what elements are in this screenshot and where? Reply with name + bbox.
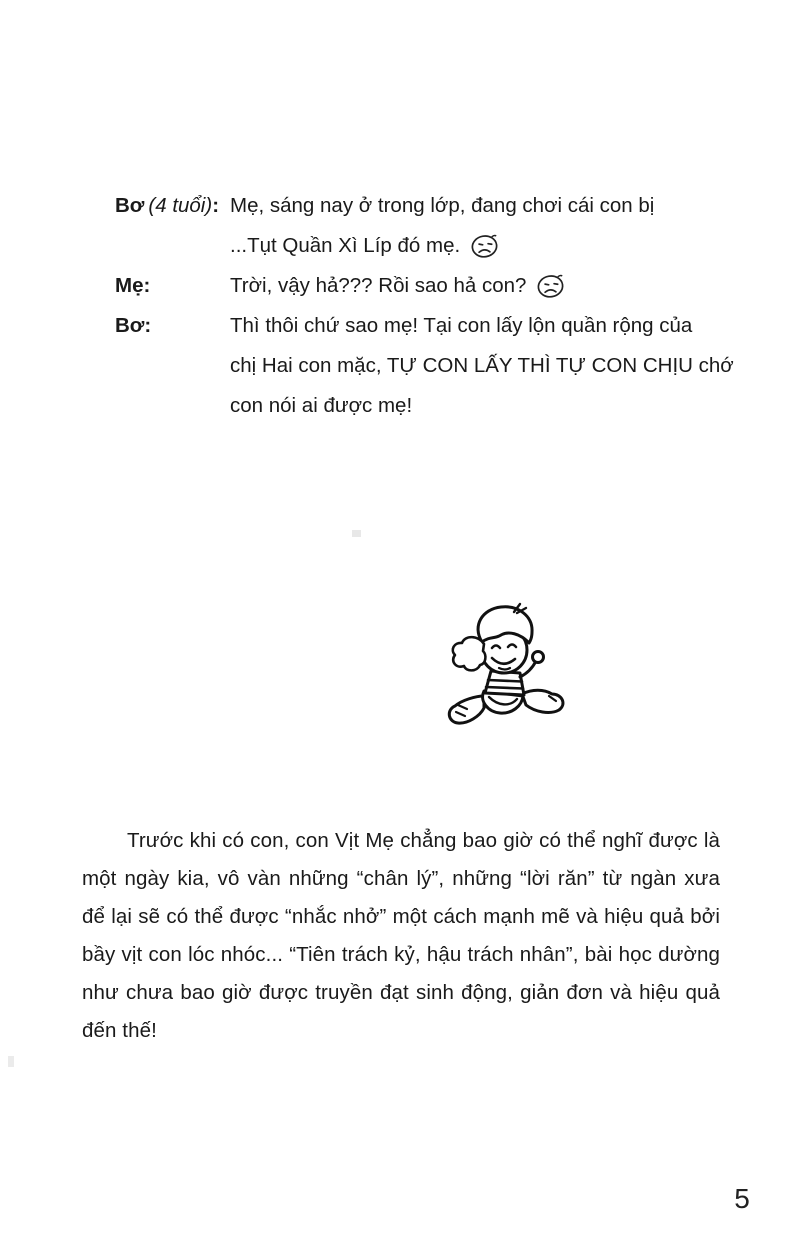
body-paragraph [82, 822, 720, 1050]
dialogue-line: Trời, vậy hả??? Rồi sao hả con? [230, 266, 715, 306]
paragraph-text: Trước khi có con, con Vịt Mẹ chẳng bao giờ có thể nghĩ được là một ngày kia, vô vàn những “chân lý”, những “lời răn” từ ngàn xưa để lại sẽ có thể được “nhắc nhở” một cách mạnh mẽ và hiệu quả bởi bầy vịt con lóc nhóc... “Tiên trách kỷ, hậu trách nhân”, bài học dường như chưa bao giờ được truyền đạt sinh động, giản đơn và hiệu quả đến thế! [82, 829, 720, 1042]
dialogue-entry [115, 266, 715, 306]
dialogue-text [230, 186, 715, 266]
speaker-label [115, 186, 230, 266]
speaker-age-note: (4 tuổi) [148, 194, 213, 217]
dialogue-section [115, 186, 734, 426]
speaker-label [115, 266, 230, 306]
dialogue-text [230, 306, 734, 426]
speaker-name: Bơ [115, 314, 145, 337]
dialogue-line: chị Hai con mặc, TỰ CON LẤY THÌ TỰ CON CHỊU chớ [230, 354, 734, 377]
scan-speck [352, 530, 361, 537]
speaker-name: Mẹ [115, 274, 144, 297]
dialogue-line: ...Tụt Quần Xì Líp đó mẹ. [230, 226, 715, 266]
sitting-child-illustration [438, 601, 608, 741]
speaker-colon: : [143, 274, 151, 297]
dialogue-entry [115, 306, 734, 426]
sad-face-icon [469, 232, 500, 259]
dialogue-entry [115, 186, 715, 266]
speaker-label [115, 306, 230, 426]
scan-speck [8, 1056, 14, 1067]
dialogue-line: Mẹ, sáng nay ở trong lớp, đang chơi cái con bị [230, 194, 655, 217]
speaker-colon: : [212, 194, 220, 217]
page-number: 5 [734, 1183, 750, 1214]
dialogue-text [230, 266, 715, 306]
sitting-child-drawing-icon [438, 601, 608, 741]
speaker-name: Bơ [115, 194, 145, 217]
speaker-colon: : [144, 314, 152, 337]
dialogue-line: Thì thôi chứ sao mẹ! Tại con lấy lộn quần rộng của [230, 314, 693, 337]
dialogue-line: con nói ai được mẹ! [230, 394, 413, 417]
sad-face-icon [535, 272, 566, 299]
